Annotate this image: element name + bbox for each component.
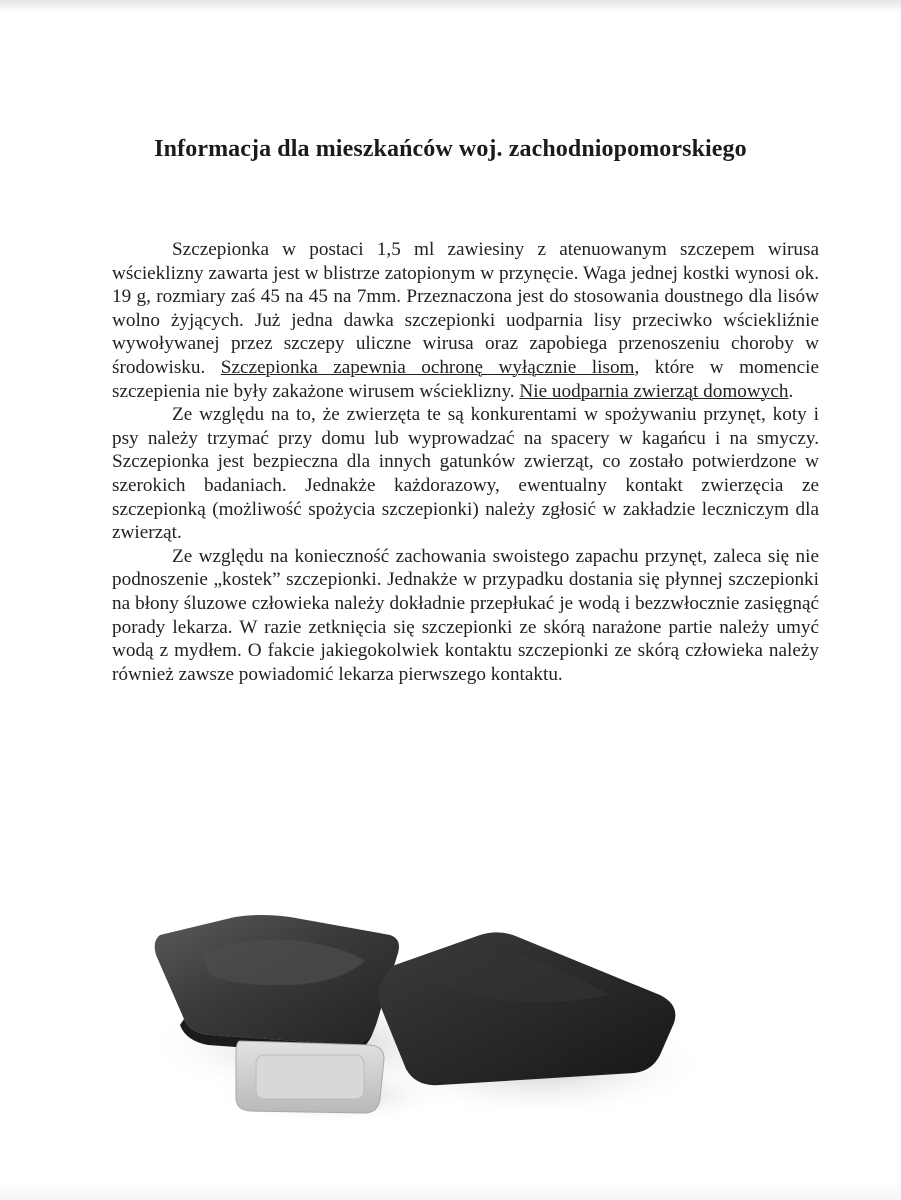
vaccine-blister-inner bbox=[256, 1055, 364, 1099]
bait-cube-right bbox=[379, 932, 676, 1085]
paragraph-2: Ze względu na to, że zwierzęta te są konkurentami w spożywaniu przynęt, koty i psy należy trzymać przy domu lub wyprowadzać na spacery w kagańcu i na smyczy. Szczepionka jest bezpieczna dla innych gatunków zwierząt, co zostało potwierdzone w szerokich badaniach. Jednakże każdorazowy, ewentualny kontakt zwierzęcia ze szczepionką (możliwość spożycia szczepionki) należy zgłosić w zakładzie leczniczym dla zwierząt. bbox=[112, 404, 819, 544]
bait-cubes-image bbox=[140, 895, 700, 1125]
paragraph-1 bbox=[112, 238, 819, 403]
paragraph-1-text-a: Szczepionka w postaci 1,5 ml zawiesiny z atenuowanym szczepem wirusa wścieklizny zawarta jest w blistrze zatopionym w przynęcie. Waga jednej kostki wynosi ok. 19 g, rozmiary zaś 45 na 45 na 7mm. Przeznaczona jest do stosowania doustnego dla lisów wolno żyjących. Już jedna dawka szczepionki uodparnia lisy przeciwko wściekliźnie wywoływanej przez szczepy uliczne wirusa oraz zapobiega przenoszeniu choroby w środowisku. bbox=[112, 239, 819, 378]
paragraph-3: Ze względu na konieczność zachowania swoistego zapachu przynęt, zaleca się nie podnoszenie „kostek” szczepionki. Jednakże w przypadku dostania się płynnej szczepionki na błony śluzowe człowieka należy dokładnie przepłukać je wodą i bezzwłocznie zasięgnąć porady lekarza. W razie zetknięcia się szczepionki ze skórą narażone partie należy umyć wodą z mydłem. O fakcie jakiegokolwiek kontaktu szczepionki ze skórą człowieka należy również zawsze powiadomić lekarza pierwszego kontaktu. bbox=[112, 545, 819, 685]
paragraph-1-text-b: , które w momencie szczepienia nie były zakażone wirusem wścieklizny. bbox=[112, 356, 819, 402]
document-title: Informacja dla mieszkańców woj. zachodniopomorskiego bbox=[154, 136, 747, 162]
underlined-no-pets-immunity: Nie uodparnia zwierząt domowych bbox=[519, 380, 789, 402]
paragraph-1-text-c: . bbox=[788, 380, 794, 402]
document-body bbox=[112, 238, 819, 686]
scan-edge-shadow bbox=[0, 0, 901, 10]
underlined-foxes-only: Szczepionka zapewnia ochronę wyłącznie lisom bbox=[220, 356, 635, 378]
bait-photo bbox=[140, 895, 700, 1125]
